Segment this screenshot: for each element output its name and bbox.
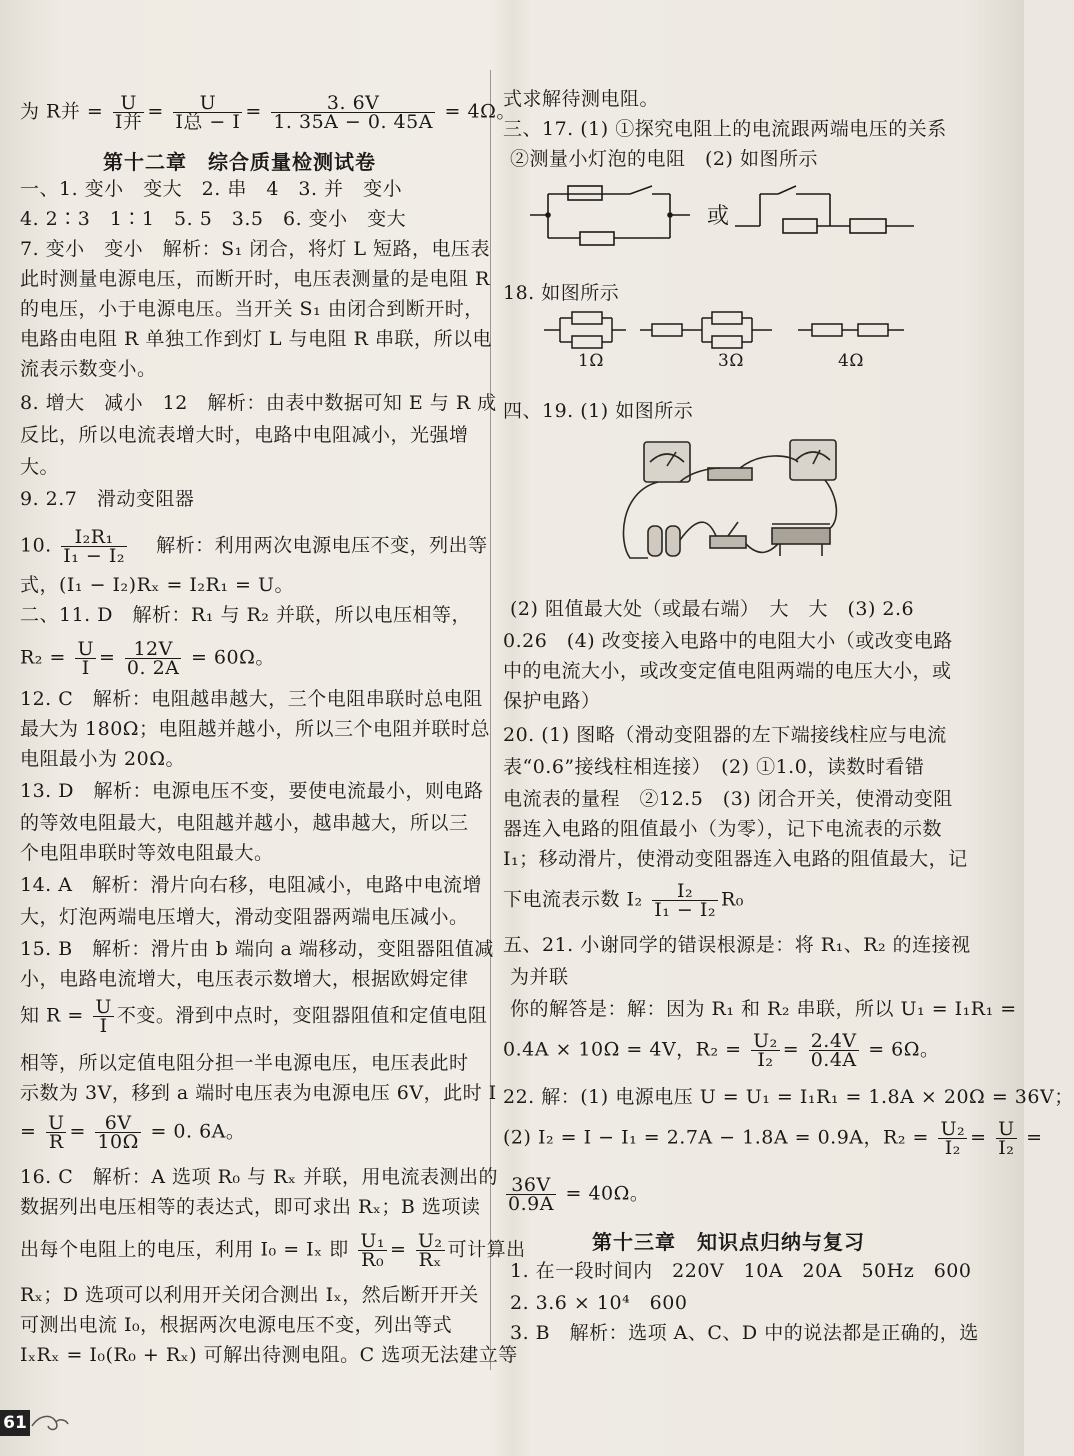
answer-line: 4. 2∶3 1∶1 5. 5 3.5 6. 变小 变大 xyxy=(20,208,407,230)
answer-line: 二、11. D 解析：R₁ 与 R₂ 并联，所以电压相等， xyxy=(20,604,471,626)
answer-line: 电路由电阻 R 单独工作到灯 L 与电阻 R 串联，所以电 xyxy=(20,328,492,350)
equation-line-r2: R₂ = $\frac{U}{I}$ = $\frac{12V}{0. 2A}$ = 60Ω。 xyxy=(20,638,275,679)
answer-line: 1. 在一段时间内 220V 10A 20A 50Hz 600 xyxy=(510,1260,972,1282)
answer-line: 保护电路） xyxy=(503,690,601,712)
answer-line: 的等效电阻最大，电阻越并越小，越串越大，所以三 xyxy=(20,812,469,834)
answer-line: 9. 2.7 滑动变阻器 xyxy=(20,488,195,510)
fraction: $\frac{\text{U₂}}{\text{I₂}}$ xyxy=(753,1030,778,1071)
answer-line: 20. (1) 图略（滑动变阻器的左下端接线柱应与电流 xyxy=(503,724,947,746)
equation-line-result: $\frac{36V}{0.9A}$ = 40Ω。 xyxy=(508,1174,650,1215)
answer-line: 式，(I₁ − I₂)Rₓ = I₂R₁ = U。 xyxy=(20,574,294,596)
answer-line: 2. 3.6 × 10⁴ 600 xyxy=(510,1292,688,1314)
fraction: $\frac{\text{I₂}}{\text{I₁ − I₂}}$ xyxy=(654,880,716,921)
fraction: $\frac{U}{I}$ xyxy=(77,638,94,679)
answer-line: IₓRₓ = I₀(R₀ + Rₓ) 可解出待测电阻。C 选项无法建立等 xyxy=(20,1344,518,1366)
answer-line: ②测量小灯泡的电阻 (2) 如图所示 xyxy=(510,148,818,170)
page-number: 61 xyxy=(0,1410,30,1436)
answer-line: 3. B 解析：选项 A、C、D 中的说法都是正确的，选 xyxy=(510,1322,979,1344)
fraction: $\frac{U}{I}$ xyxy=(95,996,112,1037)
answer-line: 三、17. (1) ①探究电阻上的电流跟两端电压的关系 xyxy=(503,118,947,140)
answer-line: 15. B 解析：滑片由 b 端向 a 端移动，变阻器阻值减 xyxy=(20,938,494,960)
answer-line: 式求解待测电阻。 xyxy=(503,88,660,110)
fraction: $\frac{\text{U₂}}{\text{Rₓ}}$ xyxy=(417,1230,443,1271)
answer-line: 12. C 解析：电阻越串越大，三个电阻串联时总电阻 xyxy=(20,688,483,710)
answer-line: 电流表的量程 ②12.5 (3) 闭合开关，使滑动变阻 xyxy=(503,788,953,810)
answer-line: 你的解答是：解：因为 R₁ 和 R₂ 串联，所以 U₁ = I₁R₁ = xyxy=(510,998,1017,1020)
answer-line: 电阻最小为 20Ω。 xyxy=(20,748,185,770)
fraction: $\frac{6V}{10\Omega}$ xyxy=(97,1112,139,1153)
answer-line: I₁；移动滑片，使滑动变阻器连入电路的阻值最大，记 xyxy=(503,848,968,870)
answer-line: 反比，所以电流表增大时，电路中电阻减小，光强增 xyxy=(20,424,469,446)
equation-line-voltage: 出每个电阻上的电压，利用 I₀ = Iₓ 即 $\frac{\text{U₁}}{\text{R₀}}$ = $\frac{\text{U₂}}{\text{Rₓ}}$ 可计算出 xyxy=(20,1230,526,1271)
fraction: $\frac{U}{\text{I₂}}$ xyxy=(998,1118,1015,1159)
equation-line-r0: 下电流表示数 I₂ $\frac{\text{I₂}}{\text{I₁ − I₂}}$ R₀ xyxy=(503,880,744,921)
answer-line: 此时测量电源电压，而断开时，电压表测量的是电阻 R xyxy=(20,268,490,290)
answer-line: Rₓ；D 选项可以利用开关闭合测出 Iₓ，然后断开开关 xyxy=(20,1284,479,1306)
answer-line: 为并联 xyxy=(510,966,569,988)
answer-line: 8. 增大 减小 12 解析：由表中数据可知 E 与 R 成 xyxy=(20,392,497,414)
answer-line: 中的电流大小，或改变定值电阻两端的电压大小，或 xyxy=(503,660,952,682)
equation-line-r2-value: 0.4A × 10Ω = 4V，R₂ = $\frac{\text{U₂}}{\text{I₂}}$ = $\frac{2.4V}{0.4A}$ = 6Ω。 xyxy=(503,1030,940,1071)
fraction: $\frac{36V}{0.9A}$ xyxy=(508,1174,554,1215)
experiment-apparatus-illustration xyxy=(620,432,850,568)
answer-line: 表“0.6”接线柱相连接） (2) ①1.0，读数时看错 xyxy=(503,756,925,778)
answer-line: 可测出电流 I₀，根据两次电源电压不变，列出等式 xyxy=(20,1314,453,1336)
answer-line: 22. 解：(1) 电源电压 U = U₁ = I₁R₁ = 1.8A × 20Ω = 36V； xyxy=(503,1086,1074,1108)
fraction: $\frac{\text{U₁}}{\text{R₀}}$ xyxy=(360,1230,385,1271)
answer-line: 器连入电路的阻值最小（为零），记下电流表的示数 xyxy=(503,818,943,840)
answer-line: 四、19. (1) 如图所示 xyxy=(503,400,694,422)
answer-line-q10: 10. $\frac{\text{I₂R₁}}{\text{I₁ − I₂}}$ 解析：利用两次电源电压不变，列出等 xyxy=(20,526,488,567)
fraction: $\frac{12V}{0. 2A}$ xyxy=(126,638,180,679)
or-label: 或 xyxy=(707,204,730,229)
answer-line: 小，电路电流增大，电压表示数增大，根据欧姆定律 xyxy=(20,968,469,990)
answer-line: 大，灯泡两端电压增大，滑动变阻器两端电压减小。 xyxy=(20,906,469,928)
answer-line: (2) 阻值最大处（或最右端） 大 大 (3) 2.6 xyxy=(510,598,915,620)
fraction: $\frac{U}{\text{I总 − I}}$ xyxy=(175,92,241,133)
fraction: $\frac{U}{\text{I并}}$ xyxy=(114,92,143,133)
resistor-label-4: 4Ω xyxy=(838,351,864,371)
answer-line: 0.26 (4) 改变接入电路中的电阻大小（或改变电路 xyxy=(503,630,953,652)
fraction: $\frac{U}{R}$ xyxy=(47,1112,65,1153)
equation-line-ohm: 知 R = $\frac{U}{I}$ 不变。滑到中点时，变阻器阻值和定值电阻 xyxy=(20,996,488,1037)
decorative-swirl-icon xyxy=(30,1412,70,1434)
answer-line: 的电压，小于电源电压。当开关 S₁ 由闭合到断开时， xyxy=(20,298,484,320)
answer-line: 18. 如图所示 xyxy=(503,282,620,304)
fraction: $\frac{\text{I₂R₁}}{\text{I₁ − I₂}}$ xyxy=(63,526,126,567)
answer-line: 个电阻串联时等效电阻最大。 xyxy=(20,842,274,864)
answer-line: 相等，所以定值电阻分担一半电源电压，电压表此时 xyxy=(20,1052,469,1074)
equation-line-r-parallel: 为 R并 = $\frac{U}{\text{I并}}$ = $\frac{U}{\text{I总 − I}}$ = $\frac{3. 6V}{1. 35A - 0. 45A}$ = 4Ω。 xyxy=(20,92,516,133)
answer-line: 数据列出电压相等的表达式，即可求出 Rₓ；B 选项读 xyxy=(20,1196,481,1218)
chapter-13-heading: 第十三章 知识点归纳与复习 xyxy=(592,1230,865,1254)
chapter-12-heading: 第十二章 综合质量检测试卷 xyxy=(103,150,376,174)
equation-line-i2: (2) I₂ = I − I₁ = 2.7A − 1.8A = 0.9A，R₂ = $\frac{\text{U₂}}{\text{I₂}}$ = $\frac{U}{\text{I₂}}$ = xyxy=(503,1118,1043,1159)
answer-line: 流表示数变小。 xyxy=(20,358,157,380)
answer-line: 大。 xyxy=(20,456,60,478)
resistor-label-3: 3Ω xyxy=(718,351,744,371)
answer-line: 13. D 解析：电源电压不变，要使电流最小，则电路 xyxy=(20,780,484,802)
answer-line: 7. 变小 变小 解析：S₁ 闭合，将灯 L 短路，电压表 xyxy=(20,238,491,260)
answer-line: 16. C 解析：A 选项 R₀ 与 Rₓ 并联，用电流表测出的 xyxy=(20,1166,498,1188)
fraction: $\frac{3. 6V}{1. 35A - 0. 45A}$ xyxy=(273,92,433,133)
answer-line: 14. A 解析：滑片向右移，电阻减小，电路中电流增 xyxy=(20,874,482,896)
answer-line: 最大为 180Ω；电阻越并越小，所以三个电阻并联时总 xyxy=(20,718,491,740)
fraction: $\frac{\text{U₂}}{\text{I₂}}$ xyxy=(940,1118,966,1159)
fraction: $\frac{2.4V}{0.4A}$ xyxy=(810,1030,857,1071)
resistor-label-1: 1Ω xyxy=(578,351,604,371)
answer-line: 示数为 3V，移到 a 端时电压表为电源电压 6V，此时 I xyxy=(20,1082,497,1104)
answer-line: 一、1. 变小 变大 2. 串 4 3. 并 变小 xyxy=(20,178,403,200)
equation-line-current: = $\frac{U}{R}$ = $\frac{6V}{10\Omega}$ = 0. 6A。 xyxy=(20,1112,246,1153)
answer-line: 五、21. 小谢同学的错误根源是：将 R₁、R₂ 的连接视 xyxy=(503,934,971,956)
